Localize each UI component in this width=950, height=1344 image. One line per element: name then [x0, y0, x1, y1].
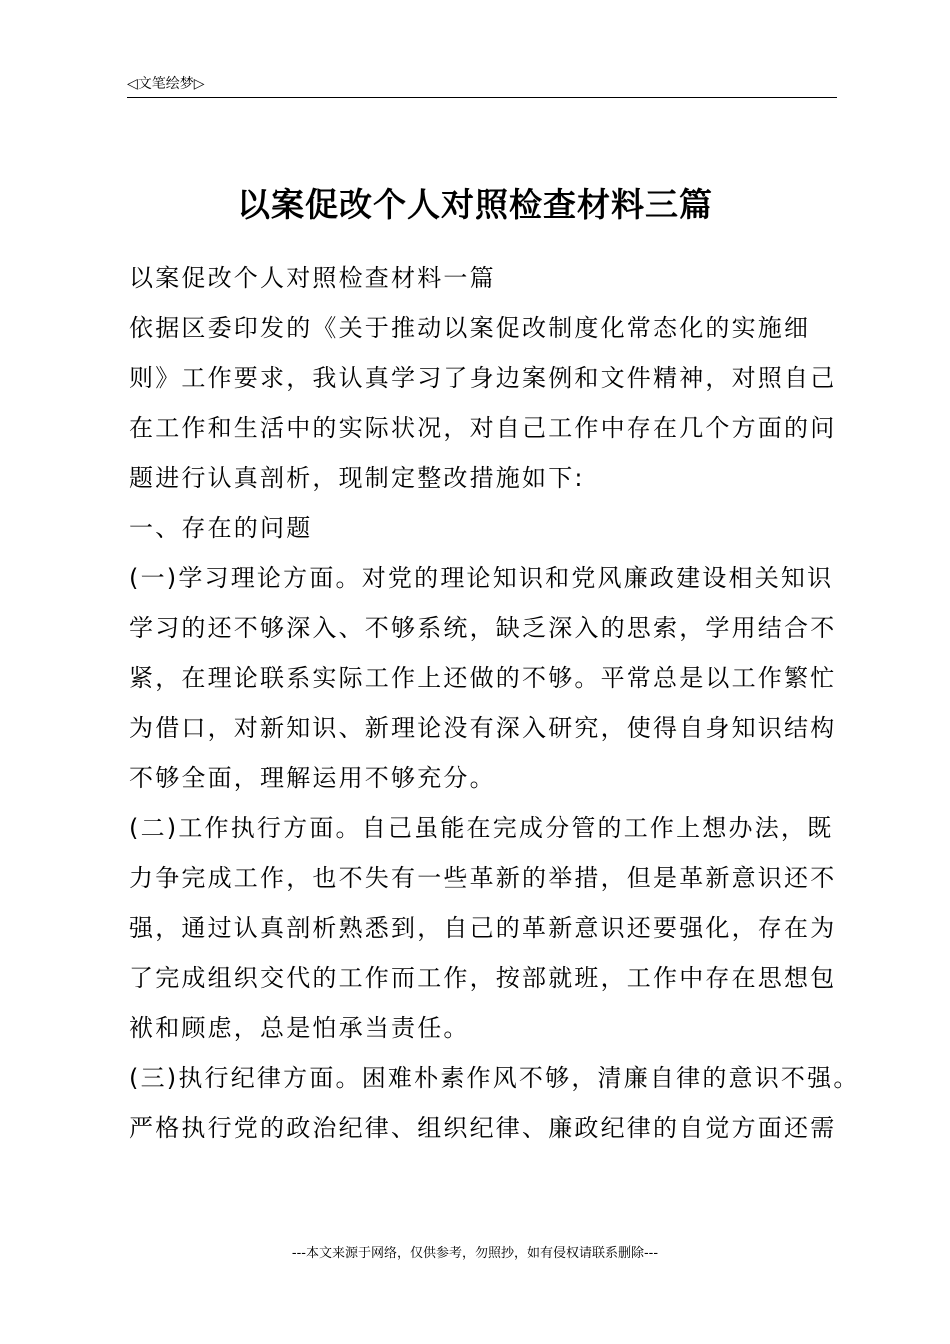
document-title: 以案促改个人对照检查材料三篇: [237, 185, 713, 224]
body-line: 紧，在理论联系实际工作上还做的不够。平常总是以工作繁忙: [129, 664, 837, 692]
body-line: 不够全面，理解运用不够充分。: [129, 764, 496, 792]
body-line: 依据区委印发的《关于推动以案促改制度化常态化的实施细: [129, 314, 811, 342]
body-line: 一、存在的问题: [129, 514, 313, 542]
footer-disclaimer: ---本文来源于网络，仅供参考，勿照抄，如有侵权请联系删除---: [291, 1246, 659, 1261]
body-line: (一)学习理论方面。对党的理论知识和党风廉政建设相关知识: [129, 564, 834, 592]
body-line: 以案促改个人对照检查材料一篇: [129, 264, 496, 292]
body-line: 了完成组织交代的工作而工作，按部就班，工作中存在思想包: [129, 964, 837, 992]
body-line: 则》工作要求，我认真学习了身边案例和文件精神，对照自己: [129, 364, 837, 392]
body-line: 在工作和生活中的实际状况，对自己工作中存在几个方面的问: [129, 414, 837, 442]
header-divider: [127, 97, 837, 98]
body-line: 为借口，对新知识、新理论没有深入研究，使得自身知识结构: [129, 714, 837, 742]
body-line: 题进行认真剖析，现制定整改措施如下:: [129, 464, 585, 492]
body-line: (二)工作执行方面。自己虽能在完成分管的工作上想办法，既: [129, 814, 834, 842]
body-line: 袱和顾虑，总是怕承当责任。: [129, 1014, 470, 1042]
header-text: ◁文笔绘梦▷: [127, 76, 205, 92]
body-line: 学习的还不够深入、不够系统，缺乏深入的思索，学用结合不: [129, 614, 837, 642]
body-line: 严格执行党的政治纪律、组织纪律、廉政纪律的自觉方面还需: [129, 1114, 837, 1142]
body-line: 力争完成工作，也不失有一些革新的举措，但是革新意识还不: [129, 864, 837, 892]
body-line: 强，通过认真剖析熟悉到，自己的革新意识还要强化，存在为: [129, 914, 837, 942]
body-line: (三)执行纪律方面。困难朴素作风不够，清廉自律的意识不强。: [129, 1064, 860, 1092]
